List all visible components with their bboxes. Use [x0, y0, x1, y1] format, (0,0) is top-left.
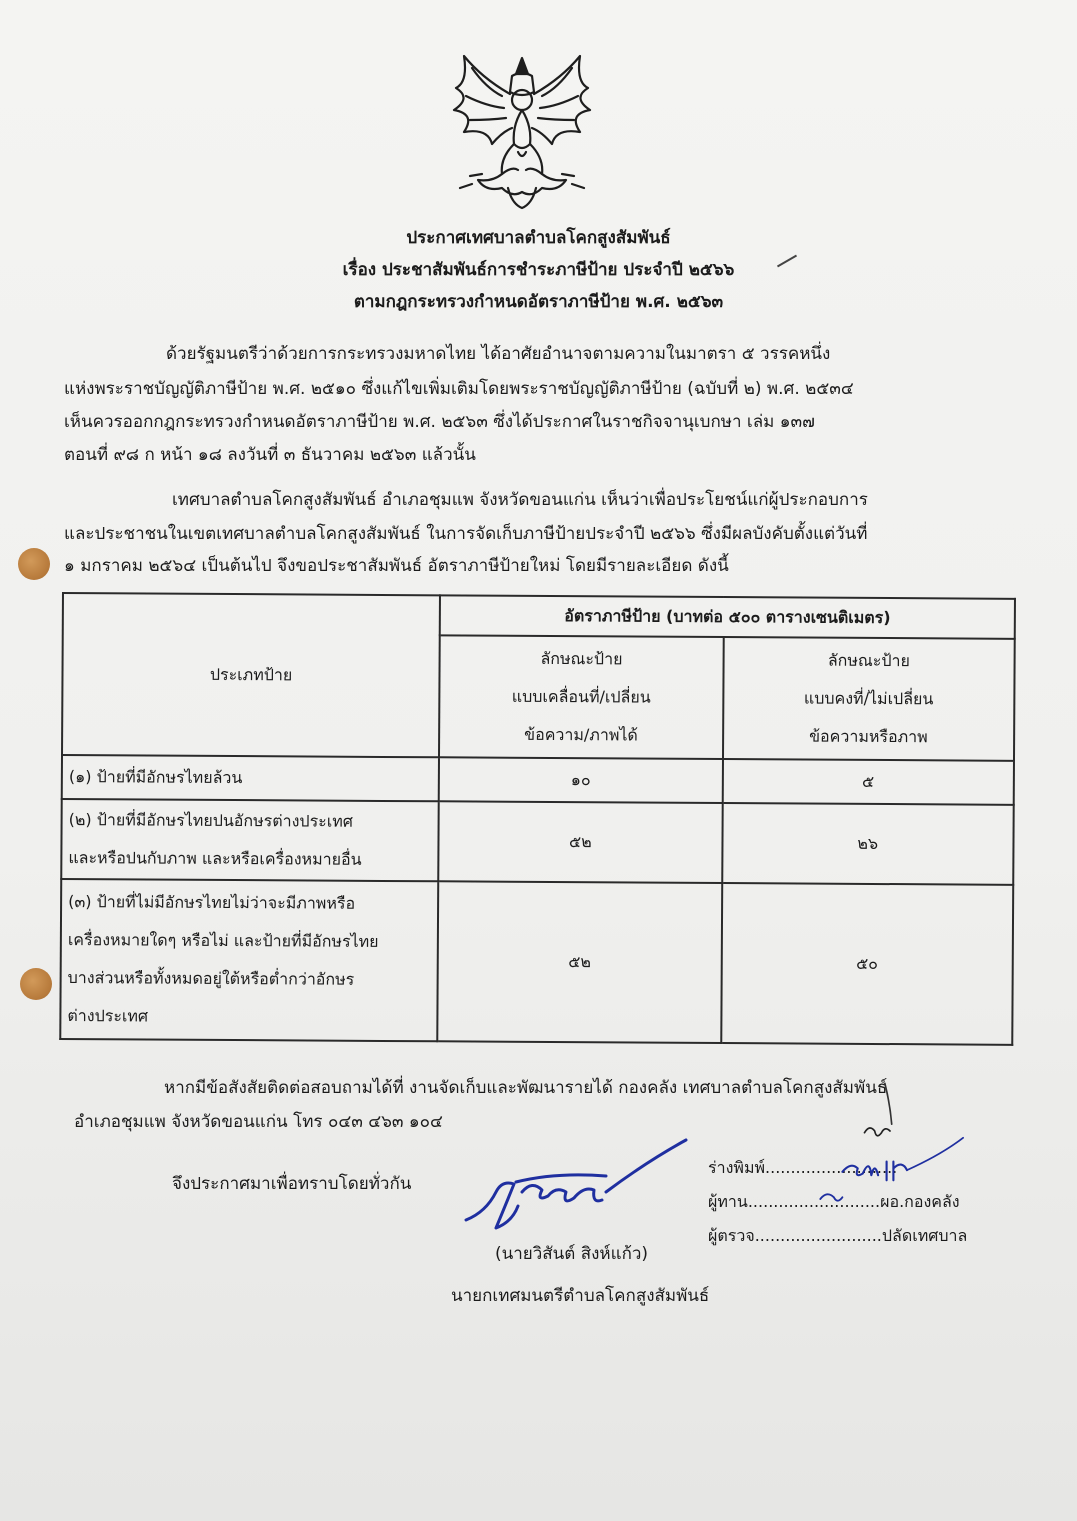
punch-hole-top — [18, 548, 50, 580]
paragraph-1-line-3: เห็นควรออกกฎกระทรวงกำหนดอัตราภาษีป้าย พ.ศ. ๒๕๖๓ ซึ่งได้ประกาศในราชกิจจานุเบกษา เล่ม ๑๓๗ — [64, 412, 815, 432]
row-2-type-line: (๒) ป้ายที่มีอักษรไทยปนอักษรต่างประเทศ — [68, 810, 354, 831]
table-row — [60, 879, 1013, 1045]
punch-hole-bottom — [20, 968, 52, 1000]
contact-line-1: หากมีข้อสังสัยติดต่อสอบถามได้ที่ งานจัดเก็บและพัฒนารายได้ กองคลัง เทศบาลตำบลโคกสูงสัมพันธ์ — [164, 1078, 888, 1098]
rate-header: อัตราภาษีป้าย (บาทต่อ ๕๐๐ ตารางเซนติเมตร) — [440, 595, 1015, 639]
row-2-fixed-rate: ๒๖ — [722, 803, 1014, 885]
paragraph-2-line-2: และประชาชนในเขตเทศบาลตำบลโคกสูงสัมพันธ์ ในการจัดเก็บภาษีป้ายประจำปี ๒๕๖๖ ซึ่งมีผลบังคับตั้งแต่วันที่ — [64, 524, 868, 544]
table-row — [62, 755, 1014, 805]
mayor-signature-icon — [456, 1132, 696, 1242]
sign-type-header-text: ประเภทป้าย — [209, 664, 293, 684]
row-3-type-line: บางส่วนหรือทั้งหมดอยู่ใต้หรือต่ำกว่าอักษร — [67, 968, 355, 989]
paragraph-1-line-2: แห่งพระราชบัญญัติภาษีป้าย พ.ศ. ๒๕๑๐ ซึ่งแก้ไขเพิ่มเติมโดยพระราชบัญญัติภาษีป้าย (ฉบับที่ ๒) พ.ศ. ๒๕๓๔ — [64, 379, 854, 399]
table-row — [61, 799, 1013, 885]
fixed-header-line: ลักษณะป้าย — [827, 650, 910, 671]
movable-sign-header — [439, 635, 723, 759]
signer-name: (นายวิสันต์ สิงห์แก้ว) — [495, 1244, 649, 1264]
row-2-type — [61, 799, 439, 881]
announcement-reference: ตามกฎกระทรวงกำหนดอัตราภาษีป้าย พ.ศ. ๒๕๖๓ — [353, 292, 724, 312]
signer-position: นายกเทศมนตรีตำบลโคกสูงสัมพันธ์ — [451, 1286, 710, 1306]
row-3-movable-rate: ๕๒ — [437, 881, 721, 1043]
announcement-subject: เรื่อง ประชาสัมพันธ์การชำระภาษีป้าย ประจำปี ๒๕๖๖ — [342, 260, 735, 280]
row-3-fixed-rate: ๕๐ — [721, 883, 1013, 1045]
paragraph-2-line-1: เทศบาลตำบลโคกสูงสัมพันธ์ อำเภอชุมแพ จังหวัดขอนแก่น เห็นว่าเพื่อประโยชน์แก่ผู้ประกอบการ — [172, 490, 868, 510]
movable-header-line: ข้อความ/ภาพได้ — [524, 724, 638, 745]
fixed-header-line: ข้อความหรือภาพ — [809, 726, 928, 747]
row-3-type — [60, 879, 438, 1041]
sign-type-header — [62, 593, 440, 757]
typed-by-line: ร่างพิมพ์.......................... — [708, 1158, 898, 1177]
announcement-title: ประกาศเทศบาลตำบลโคกสูงสัมพันธ์ — [406, 228, 671, 248]
reviewed-by-line: ผู้ตรวจ.........................ปลัดเทศบาล — [708, 1226, 968, 1245]
row-1-type: (๑) ป้ายที่มีอักษรไทยล้วน — [62, 755, 439, 801]
movable-header-line: ลักษณะป้าย — [540, 648, 623, 669]
paragraph-1-line-1: ด้วยรัฐมนตรีว่าด้วยการกระทรวงมหาดไทย ได้อาศัยอำนาจตามความในมาตรา ๕ วรรคหนึ่ง — [166, 344, 831, 364]
garuda-emblem-icon — [442, 48, 602, 216]
row-3-type-line: ต่างประเทศ — [67, 1006, 149, 1026]
fixed-sign-header — [723, 637, 1015, 761]
fixed-header-line: แบบคงที่/ไม่เปลี่ยน — [803, 688, 934, 709]
tax-rate-table — [59, 592, 1016, 1046]
paragraph-2-line-3: ๑ มกราคม ๒๕๖๔ เป็นต้นไป จึงขอประชาสัมพันธ์ อัตราภาษีป้ายใหม่ โดยมีรายละเอียด ดังนี้ — [64, 556, 729, 576]
row-1-movable-rate: ๑๐ — [439, 757, 723, 803]
closing-statement: จึงประกาศมาเพื่อทราบโดยทั่วกัน — [172, 1174, 412, 1194]
row-3-type-line: (๓) ป้ายที่ไม่มีอักษรไทยไม่ว่าจะมีภาพหรือ — [68, 892, 356, 913]
row-2-movable-rate: ๕๒ — [438, 801, 722, 883]
row-2-type-line: และหรือปนกับภาพ และหรือเครื่องหมายอื่น — [68, 848, 362, 869]
contact-line-2: อำเภอชุมแพ จังหวัดขอนแก่น โทร ๐๔๓ ๔๖๓ ๑๐๔ — [74, 1112, 443, 1132]
row-1-fixed-rate: ๕ — [722, 759, 1014, 805]
row-3-type-line: เครื่องหมายใดๆ หรือไม่ และป้ายที่มีอักษรไทย — [67, 930, 379, 951]
paragraph-1-line-4: ตอนที่ ๙๘ ก หน้า ๑๘ ลงวันที่ ๓ ธันวาคม ๒๕๖๓ แล้วนั้น — [64, 445, 476, 465]
initials-annotation-icon — [790, 1080, 990, 1250]
movable-header-line: แบบเคลื่อนที่/เปลี่ยน — [511, 686, 651, 707]
checked-by-line: ผู้ทาน..........................ผอ.กองคลัง — [708, 1192, 960, 1211]
